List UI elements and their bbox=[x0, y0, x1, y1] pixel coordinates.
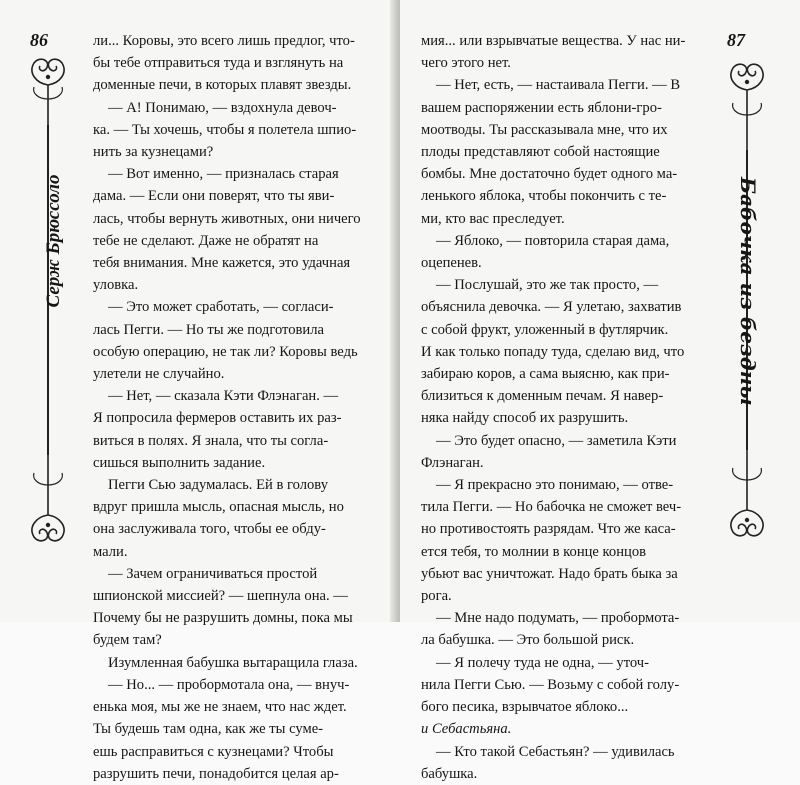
running-head: Серж Брюссоло bbox=[43, 174, 64, 308]
text-line: объяснила девочка. — Я улетаю, захватив bbox=[421, 299, 682, 316]
text-line: с собой фрукт, уложенный в футлярчик. bbox=[421, 321, 669, 338]
text-line: но противостоять разрядам. Что же каса- bbox=[421, 521, 676, 538]
text-line: Почему бы не разрушить домны, пока мы bbox=[93, 610, 353, 627]
bottom-ornament bbox=[18, 455, 78, 550]
text-line: разрушить печи, понадобится целая ар- bbox=[93, 765, 339, 782]
text-line: енька моя, мы же не знаем, что нас ждет. bbox=[93, 699, 347, 716]
text-line: Изумленная бабушка вытаращила глаза. bbox=[108, 654, 358, 671]
text-line: — Но... — пробормотала она, — внуч- bbox=[108, 676, 350, 693]
text-line: тила Пегги. — Но бабочка не сможет веч- bbox=[421, 499, 682, 516]
text-line: ется тебя, то молнии в конце концов bbox=[421, 543, 647, 560]
text-line: плоды представляют собой настоящие bbox=[421, 144, 660, 161]
text-line: вдруг пришла мысль, опасная мысль, но bbox=[93, 499, 344, 516]
text-line: чего этого нет. bbox=[421, 55, 511, 72]
text-line: — Нет, есть, — настаивала Пегги. — В bbox=[436, 77, 681, 94]
text-line: ка. — Ты хочешь, чтобы я полетела шпио- bbox=[93, 121, 357, 138]
text-line: моотводы. Ты рассказывала мне, что их bbox=[421, 121, 668, 138]
text-line: особую операцию, не так ли? Коровы ведь bbox=[93, 343, 358, 360]
text-line: она заслуживала того, чтобы ее обду- bbox=[93, 521, 326, 538]
text-line: уловка. bbox=[93, 277, 139, 294]
bottom-ornament bbox=[717, 450, 777, 545]
text-line: — Я прекрасно это понимаю, — отве- bbox=[436, 477, 674, 494]
text-line: дама. — Если они поверят, что ты яви- bbox=[93, 188, 335, 205]
text-line: тебе не сделают. Даже не обратят на bbox=[93, 232, 319, 249]
text-line: бомбы. Мне достаточно будет одного ма- bbox=[421, 166, 678, 183]
text-line: — Зачем ограничиваться простой bbox=[108, 565, 318, 582]
text-line: улетели не случайно. bbox=[93, 366, 225, 383]
text-line: сишься выполнить задание. bbox=[93, 454, 266, 471]
text-line: оцепенев. bbox=[421, 255, 482, 272]
text-line: — Мне надо подумать, — пробормота- bbox=[436, 610, 680, 627]
text-line: — Это может сработать, — согласи- bbox=[108, 299, 334, 316]
text-line: вашем распоряжении есть яблони-гро- bbox=[421, 99, 662, 116]
text-line: ли... Коровы, это всего лишь предлог, что- bbox=[93, 33, 355, 49]
text-line: лась Пегги. — Но ты же подготовила bbox=[93, 321, 324, 338]
text-line: тебя внимания. Мне кажется, это удачная bbox=[93, 255, 351, 272]
text-line: ми, кто вас преследует. bbox=[421, 210, 565, 227]
running-head: Бабочка из бездны bbox=[736, 177, 760, 406]
text-line: убьют вас уничтожат. Надо брать быка за bbox=[421, 565, 678, 582]
text-line: бабушка. bbox=[421, 765, 478, 782]
text-line: ленького яблока, чтобы покончить с те- bbox=[421, 188, 667, 205]
page-number: 86 bbox=[30, 30, 48, 50]
text-line: шпионской миссией? — шепнула она. — bbox=[93, 588, 348, 605]
text-line: и Себастьяна. bbox=[421, 721, 512, 738]
text-line: няка найду способ их разрушить. bbox=[421, 410, 629, 427]
text-line: забираю коров, а сама выясню, как при- bbox=[421, 366, 670, 383]
text-line: нила Пегги Сью. — Возьму с собой голу- bbox=[421, 676, 680, 693]
text-line: доменные печи, в которых плавят звезды. bbox=[93, 77, 352, 94]
text-line: — Нет, — сказала Кэти Флэнаган. — bbox=[108, 388, 339, 405]
text-line: ла бабушка. — Это большой риск. bbox=[421, 632, 635, 649]
text-line: И как только попаду туда, сделаю вид, что bbox=[421, 343, 685, 360]
text-line: — Кто такой Себастьян? — удивилась bbox=[436, 743, 675, 760]
text-line: мия... или взрывчатые вещества. У нас ни- bbox=[421, 33, 686, 49]
text-line: — Послушай, это же так просто, — bbox=[436, 277, 659, 294]
text-line: виться в полях. Я знала, что ты согла- bbox=[93, 432, 329, 449]
text-line: Флэнаган. bbox=[421, 454, 484, 471]
text-line: Пегги Сью задумалась. Ей в голову bbox=[108, 477, 328, 494]
text-line: будем там? bbox=[93, 632, 162, 649]
page-number: 87 bbox=[727, 30, 745, 50]
text-line: бого песика, взрывчатое яблоко... bbox=[421, 699, 629, 716]
text-line: — Яблоко, — повторила старая дама, bbox=[436, 232, 670, 249]
top-ornament bbox=[18, 55, 78, 125]
text-line: бы тебе отправиться туда и взглянуть на bbox=[93, 55, 344, 72]
text-line: ешь расправиться с кузнецами? Чтобы bbox=[93, 743, 334, 760]
text-line: Ты будешь там одна, как же ты суме- bbox=[93, 721, 324, 738]
text-line: рога. bbox=[421, 588, 452, 605]
top-ornament bbox=[717, 55, 777, 150]
text-line: — Я полечу туда не одна, — уточ- bbox=[436, 654, 649, 671]
text-line: мали. bbox=[93, 543, 128, 560]
left-page bbox=[0, 0, 400, 782]
text-line: — Это будет опасно, — заметила Кэти bbox=[436, 432, 677, 449]
text-line: — Вот именно, — призналась старая bbox=[108, 166, 339, 183]
text-line: Я попросила фермеров оставить их раз- bbox=[93, 410, 342, 427]
left-body-text bbox=[93, 30, 380, 785]
text-line: нить за кузнецами? bbox=[93, 144, 214, 161]
text-line: близиться к доменным печам. Я навер- bbox=[421, 388, 664, 405]
text-line: — А! Понимаю, — вздохнула девоч- bbox=[108, 99, 337, 116]
text-line: лась, чтобы вернуть животных, они ничего bbox=[93, 210, 361, 227]
right-body-text bbox=[421, 30, 708, 785]
right-page bbox=[400, 0, 800, 782]
